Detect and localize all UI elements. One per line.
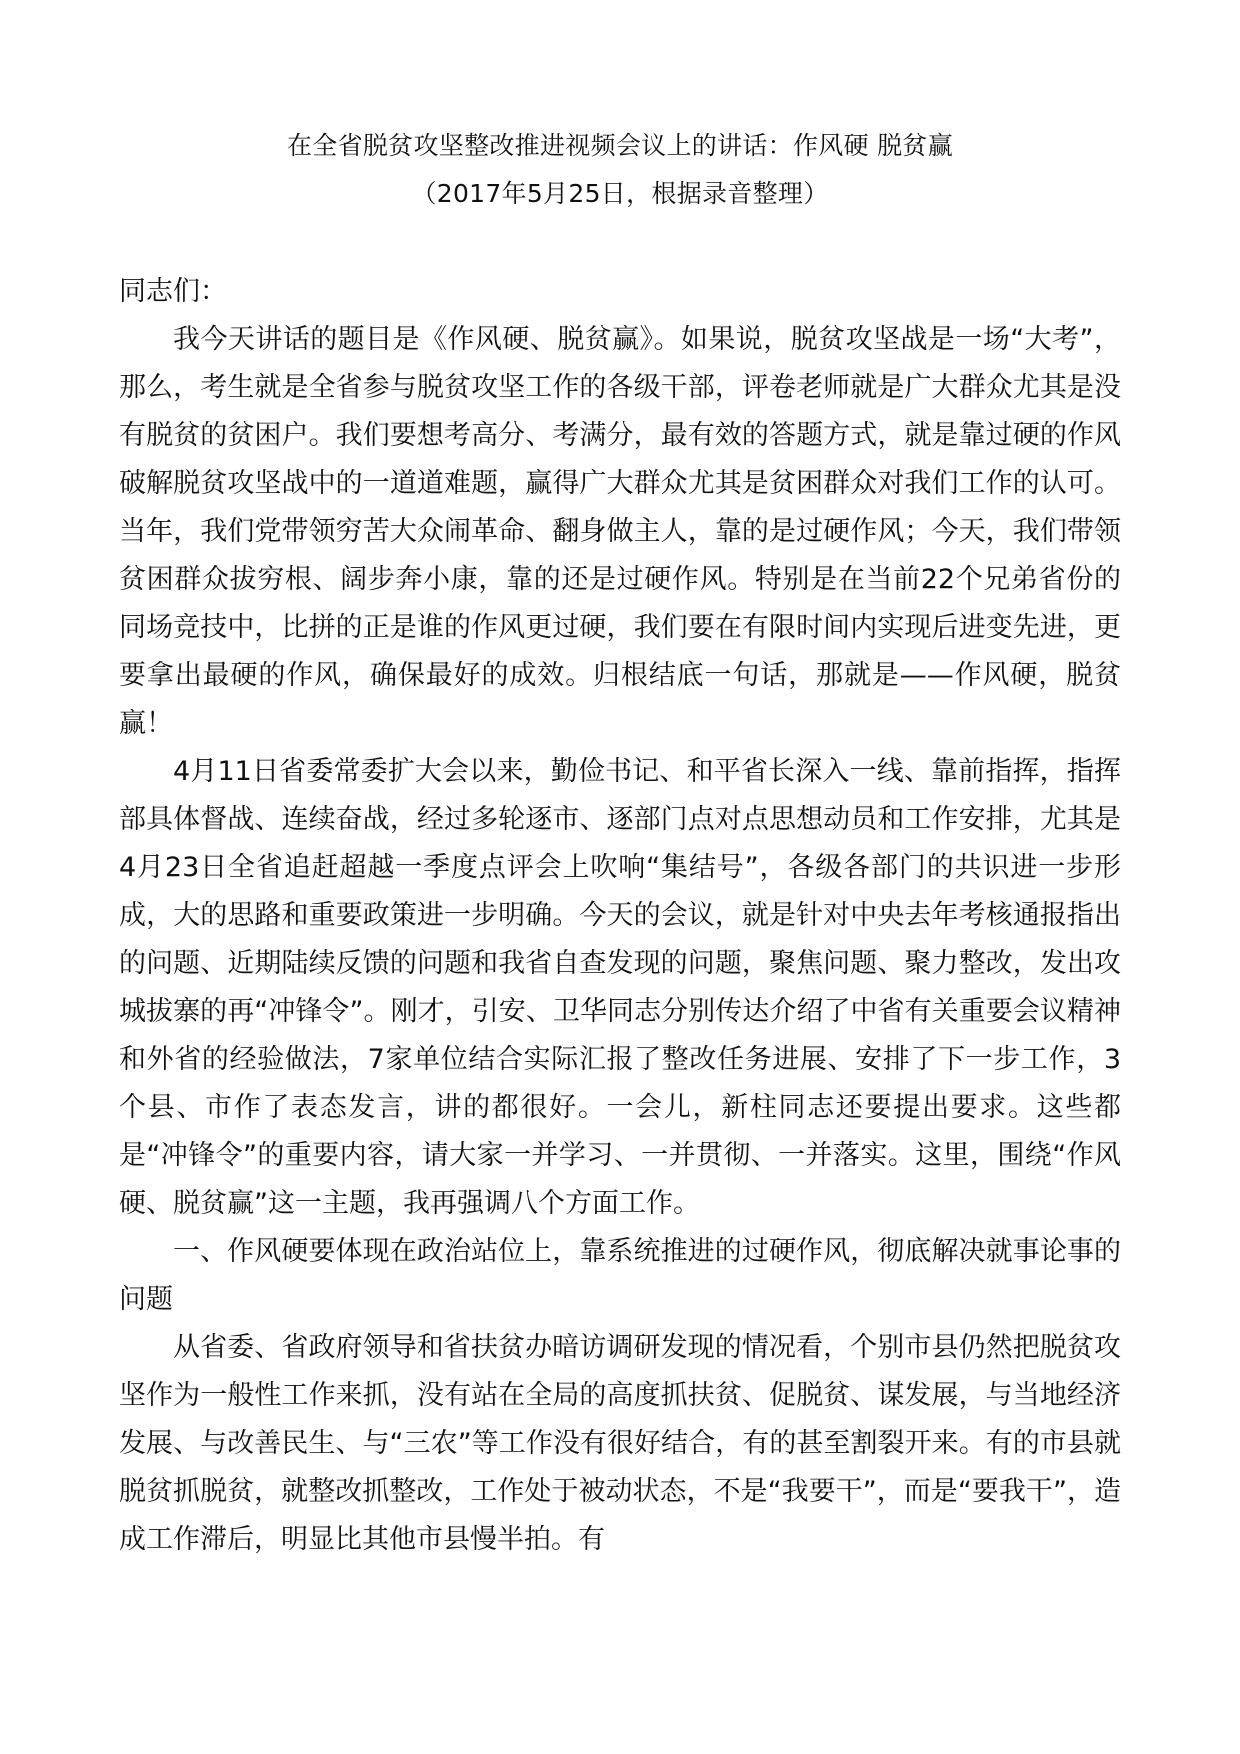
section-paragraph: 从省委、省政府领导和省扶贫办暗访调研发现的情况看，个别市县仍然把脱贫攻坚作为一般性工作来抓，没有站在全局的高度抓扶贫、促脱贫、谋发展，与当地经济发展、与改善民生、与“三农”等工作没有很好结合，有的甚至割裂开来。有的市县就脱贫抓脱贫，就整改抓整改，工作处于被动状态，不是“我要干”，而是“要我干”，造成工作滞后，明显比其他市县慢半拍。有 (119, 1332, 1121, 1555)
title-block (0, 122, 1240, 218)
document-title: 在全省脱贫攻坚整改推进视频会议上的讲话：作风硬 脱贫赢 (286, 131, 954, 160)
paragraph-intro: 我今天讲话的题目是《作风硬、脱贫赢》。如果说，脱贫攻坚战是一场“大考”，那么，考生就是全省参与脱贫攻坚工作的各级干部，评卷老师就是广大群众尤其是没有脱贫的贫困户。我们要想考高分、考满分，最有效的答题方式，就是靠过硬的作风破解脱贫攻坚战中的一道道难题，赢得广大群众尤其是贫困群众对我们工作的认可。当年，我们党带领穷苦大众闹革命、翻身做主人，靠的是过硬作风；今天，我们带领贫困群众拔穷根、阔步奔小康，靠的还是过硬作风。特别是在当前22个兄弟省份的同场竞技中，比拼的正是谁的作风更过硬，我们要在有限时间内实现后进变先进，更要拿出最硬的作风，确保最好的成效。归根结底一句话，那就是——作风硬，脱贫赢！ (119, 324, 1121, 739)
paragraph-context: 4月11日省委常委扩大会以来，勤俭书记、和平省长深入一线、靠前指挥，指挥部具体督战、连续奋战，经过多轮逐市、逐部门点对点思想动员和工作安排，尤其是4月23日全省追赶超越一季度点评会上吹响“集结号”，各级各部门的共识进一步形成，大的思路和重要政策进一步明确。今天的会议，就是针对中央去年考核通报指出的问题、近期陆续反馈的问题和我省自查发现的问题，聚焦问题、聚力整改，发出攻城拔寨的再“冲锋令”。刚才，引安、卫华同志分别传达介绍了中省有关重要会议精神和外省的经验做法，7家单位结合实际汇报了整改任务进展、安排了下一步工作，3个县、市作了表态发言，讲的都很好。一会儿，新柱同志还要提出要求。这些都是“冲锋令”的重要内容，请大家一并学习、一并贯彻、一并落实。这里，围绕“作风硬、脱贫赢”这一主题，我再强调八个方面工作。 (119, 756, 1121, 1219)
document-subtitle: （2017年5月25日，根据录音整理） (411, 179, 829, 208)
salutation: 同志们： (119, 276, 227, 307)
document-body (119, 268, 1121, 1564)
section-heading: 一、作风硬要体现在政治站位上，靠系统推进的过硬作风，彻底解决就事论事的问题 (119, 1236, 1121, 1315)
